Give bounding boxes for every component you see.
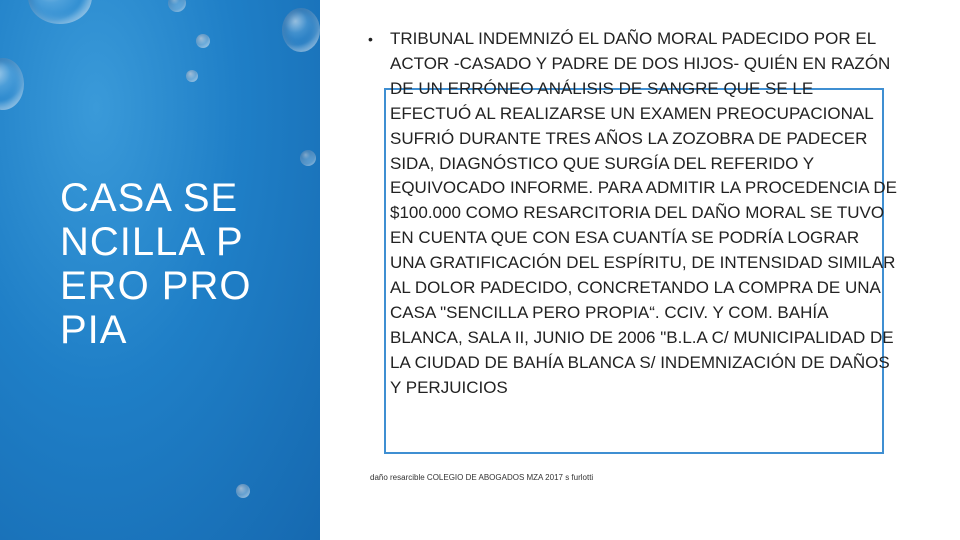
water-drop (0, 58, 24, 110)
water-drop (196, 34, 210, 48)
water-drop (28, 0, 92, 24)
water-drop (168, 0, 186, 12)
bullet-point-icon: • (368, 31, 373, 47)
water-drop (300, 150, 316, 166)
slide-title: CASA SENCILLA PERO PROPIA (60, 176, 252, 352)
water-drop (186, 70, 198, 82)
water-drop (236, 484, 250, 498)
footer-note: daño resarcible COLEGIO DE ABOGADOS MZA 2017 s furlotti (370, 473, 594, 482)
decorative-water-drops-panel (0, 0, 320, 540)
body-text: TRIBUNAL INDEMNIZÓ EL DAÑO MORAL PADECIDO POR EL ACTOR -CASADO Y PADRE DE DOS HIJOS- QUIÉN EN RAZÓN DE UN ERRÓNEO ANÁLISIS DE SANGRE QUE SE LE EFECTUÓ AL REALIZARSE UN EXAMEN PREOCUPACIONAL SUFRIÓ DURANTE TRES AÑOS LA ZOZOBRA DE PADECER SIDA, DIAGNÓSTICO QUE SURGÍA DEL REFERIDO Y EQUIVOCADO INFORME. PARA ADMITIR LA PROCEDENCIA DE $100.000 COMO RESARCITORIA DEL DAÑO MORAL SE TUVO EN CUENTA QUE CON ESA CUANTÍA SE PODRÍA LOGRAR UNA GRATIFICACIÓN DEL ESPÍRITU, DE INTENSIDAD SIMILAR AL DOLOR PADECIDO, CONCRETANDO LA COMPRA DE UNA CASA "SENCILLA PERO PROPIA“. CCIV. Y COM. BAHÍA BLANCA, SALA II, JUNIO DE 2006 "B.L.A C/ MUNICIPALIDAD DE LA CIUDAD DE BAHÍA BLANCA S/ INDEMNIZACIÓN DE DAÑOS Y PERJUICIOS (390, 29, 897, 397)
water-drop (282, 8, 320, 52)
bullet-paragraph (368, 27, 898, 401)
